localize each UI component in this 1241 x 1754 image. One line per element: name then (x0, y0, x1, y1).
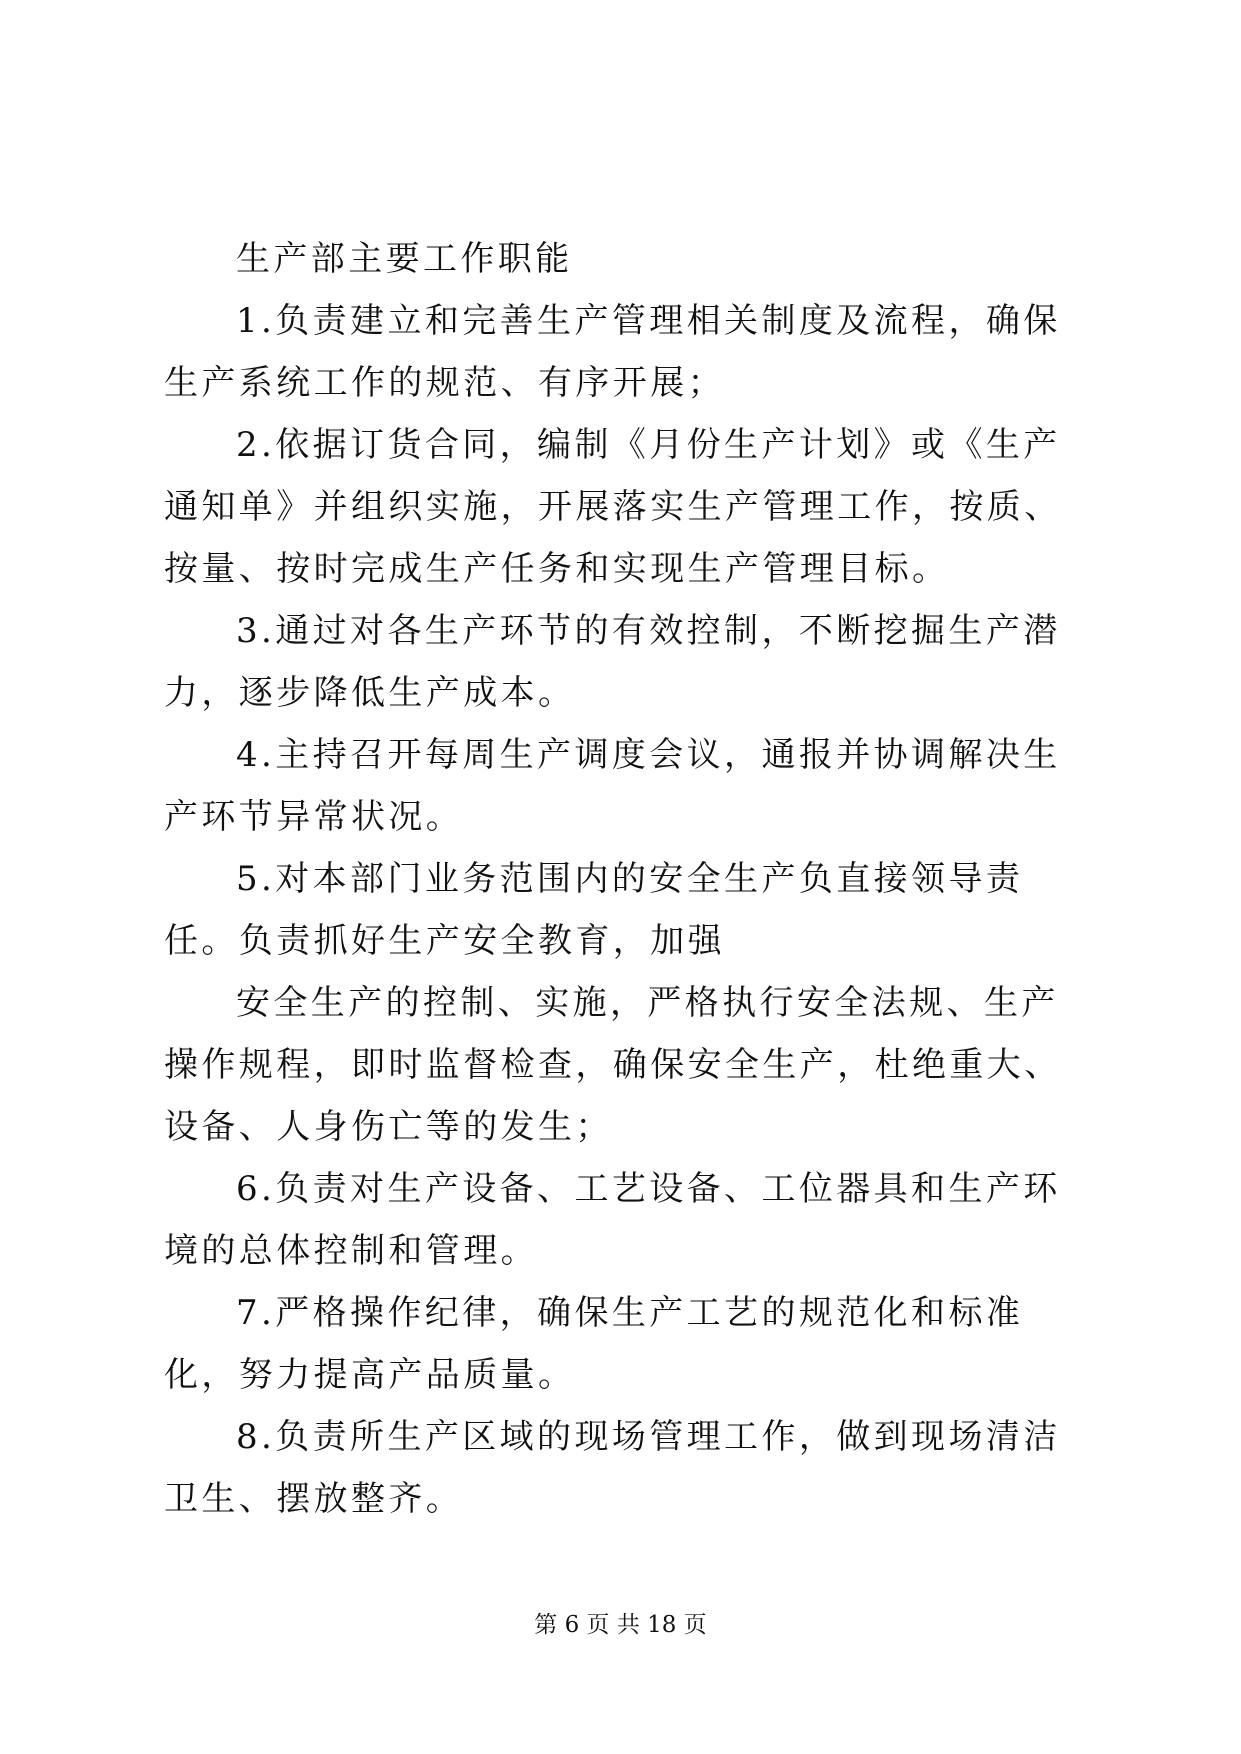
paragraph-item-5-continued: 安全生产的控制、实施，严格执行安全法规、生产操作规程，即时监督检查，确保安全生产，杜绝重大、设备、人身伤亡等的发生； (164, 983, 1062, 1147)
document-body (164, 228, 1080, 1530)
paragraph-item-5: 5.对本部门业务范围内的安全生产负直接领导责任。负责抓好生产安全教育，加强 (164, 859, 1024, 961)
paragraph-item-1: 1.负责建立和完善生产管理相关制度及流程，确保生产系统工作的规范、有序开展； (164, 301, 1061, 403)
section-title: 生产部主要工作职能 (236, 239, 573, 279)
paragraph-item-7: 7.严格操作纪律，确保生产工艺的规范化和标准化，努力提高产品质量。 (164, 1293, 1024, 1395)
paragraph-item-8: 8.负责所生产区域的现场管理工作，做到现场清洁卫生、摆放整齐。 (164, 1417, 1061, 1519)
paragraph-item-6: 6.负责对生产设备、工艺设备、工位器具和生产环境的总体控制和管理。 (164, 1169, 1061, 1271)
paragraph-item-3: 3.通过对各生产环节的有效控制，不断挖掘生产潜力，逐步降低生产成本。 (164, 611, 1061, 713)
paragraph-item-4: 4.主持召开每周生产调度会议，通报并协调解决生产环节异常状况。 (164, 735, 1061, 837)
paragraph-item-2: 2.依据订货合同，编制《月份生产计划》或《生产通知单》并组织实施，开展落实生产管理工作，按质、按量、按时完成生产任务和实现生产管理目标。 (164, 425, 1062, 589)
page-footer: 第 6 页 共 18 页 (534, 1612, 707, 1638)
